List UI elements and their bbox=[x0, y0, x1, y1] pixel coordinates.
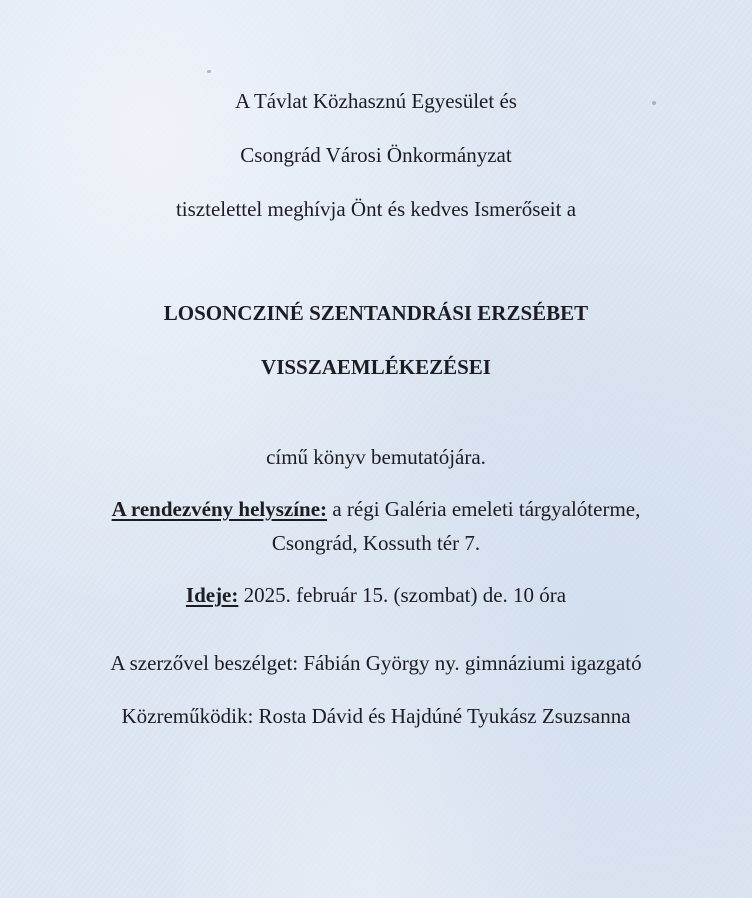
book-title-line-1: LOSONCZINÉ SZENTANDRÁSI ERZSÉBET bbox=[163, 301, 589, 325]
time-label: Ideje: bbox=[185, 583, 239, 607]
contributors-line: Közreműködik: Rosta Dávid és Hajdúné Tyukász Zsuzsanna bbox=[121, 704, 631, 728]
moderator-line: A szerzővel beszélget: Fábián György ny. gimnáziumi igazgató bbox=[110, 651, 642, 675]
book-presentation-line: című könyv bemutatójára. bbox=[266, 445, 486, 469]
venue-text: a régi Galéria emeleti tárgyalóterme, bbox=[327, 497, 641, 521]
venue-line bbox=[0, 496, 752, 522]
paper-speck bbox=[207, 70, 211, 73]
invite-line: tisztelettel meghívja Önt és kedves Ismerőseit a bbox=[175, 197, 577, 221]
host-line-2: Csongrád Városi Önkormányzat bbox=[240, 143, 512, 167]
time-line bbox=[0, 582, 752, 608]
venue-label: A rendezvény helyszíne: bbox=[111, 497, 328, 521]
host-line-1: A Távlat Közhasznú Egyesület és bbox=[235, 89, 517, 113]
venue-address: Csongrád, Kossuth tér 7. bbox=[271, 531, 481, 555]
time-text: 2025. február 15. (szombat) de. 10 óra bbox=[238, 583, 567, 607]
book-title-line-2: VISSZAEMLÉKEZÉSEI bbox=[261, 355, 491, 379]
